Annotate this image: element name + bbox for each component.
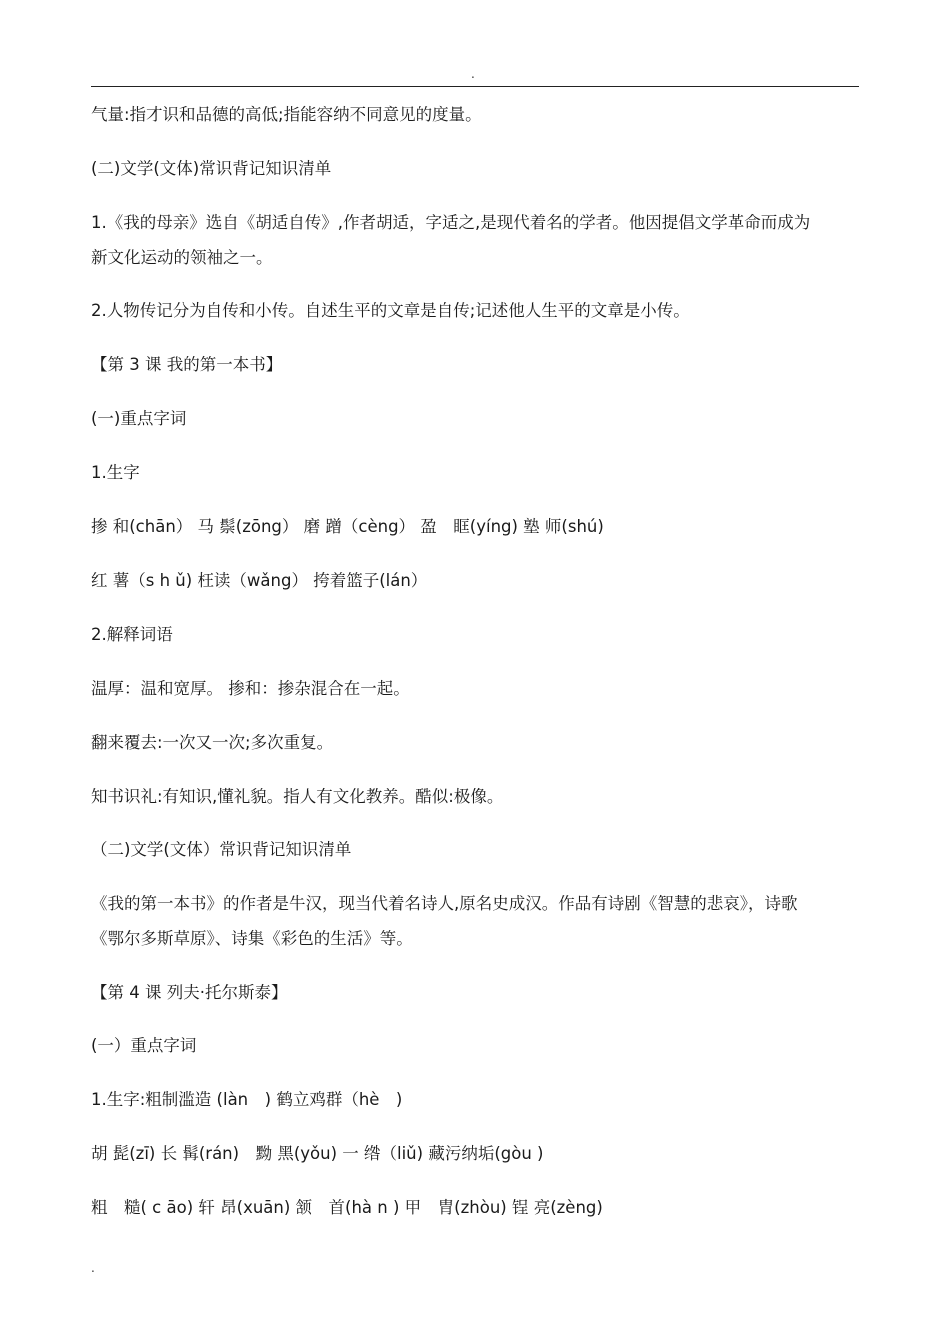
- header-mark: .: [471, 67, 475, 81]
- text-line-zhishu: 知书识礼:有知识,懂礼貌。指人有文化教养。酷似:极像。: [91, 787, 504, 806]
- footer-mark: .: [91, 1261, 95, 1275]
- paragraph-line: 新文化运动的领袖之一。: [91, 248, 273, 267]
- header-rule: [91, 86, 859, 87]
- text-line-shengzi-2: 红 薯（s h ǔ) 枉读（wǎng） 挎着篮子(lán）: [91, 571, 428, 590]
- text-line-shengzi-3: 1.生字:粗制滥造 (làn ) 鹤立鸡群（hè ): [91, 1090, 403, 1109]
- text-line-fanlai: 翻来覆去:一次又一次;多次重复。: [91, 733, 334, 752]
- text-line-zhuanji: 2.人物传记分为自传和小传。自述生平的文章是自传;记述他人生平的文章是小传。: [91, 301, 690, 320]
- text-line-wenhou: 温厚：温和宽厚。 掺和：掺杂混合在一起。: [91, 679, 410, 698]
- paragraph-line: 《我的第一本书》的作者是牛汉，现当代着名诗人,原名史成汉。作品有诗剧《智慧的悲哀》，诗歌: [91, 894, 798, 913]
- lesson-heading-4: 【第 4 课 列夫·托尔斯泰】: [91, 983, 288, 1002]
- paragraph-line: 1.《我的母亲》选自《胡适自传》,作者胡适，字适之,是现代着名的学者。他因提倡文学革命而成为: [91, 213, 811, 232]
- section-heading-literature: (二)文学(文体)常识背记知识清单: [91, 159, 332, 178]
- text-line-shengzi-4: 胡 髭(zī) 长 髯(rán) 黝 黑(yǒu) 一 绺（liǔ) 藏污纳垢(gòu ): [91, 1144, 544, 1163]
- section-heading-zici: (一)重点字词: [91, 409, 187, 428]
- section-heading-literature-2: （二)文学(文体）常识背记知识清单: [91, 840, 352, 859]
- subheading-jieshi: 2.解释词语: [91, 625, 173, 644]
- subheading-shengzi: 1.生字: [91, 463, 140, 482]
- text-line-qiliang: 气量:指才识和品德的高低;指能容纳不同意见的度量。: [91, 105, 482, 124]
- paragraph-niuhan: [91, 886, 861, 956]
- text-line-shengzi-5: 粗 糙( c āo) 轩 昂(xuān) 颔 首(hà n ) 甲 胄(zhòu) 锃 亮(zèng): [91, 1198, 603, 1217]
- section-heading-zici-2: (一）重点字词: [91, 1036, 197, 1055]
- paragraph-line: 《鄂尔多斯草原》、诗集《彩色的生活》等。: [91, 929, 413, 948]
- text-line-shengzi-1: 掺 和(chān） 马 鬃(zōng） 磨 蹭（cèng） 盈 眶(yíng) 塾 师(shú): [91, 517, 604, 536]
- paragraph-wodemuqin: [91, 205, 861, 275]
- lesson-heading-3: 【第 3 课 我的第一本书】: [91, 355, 283, 374]
